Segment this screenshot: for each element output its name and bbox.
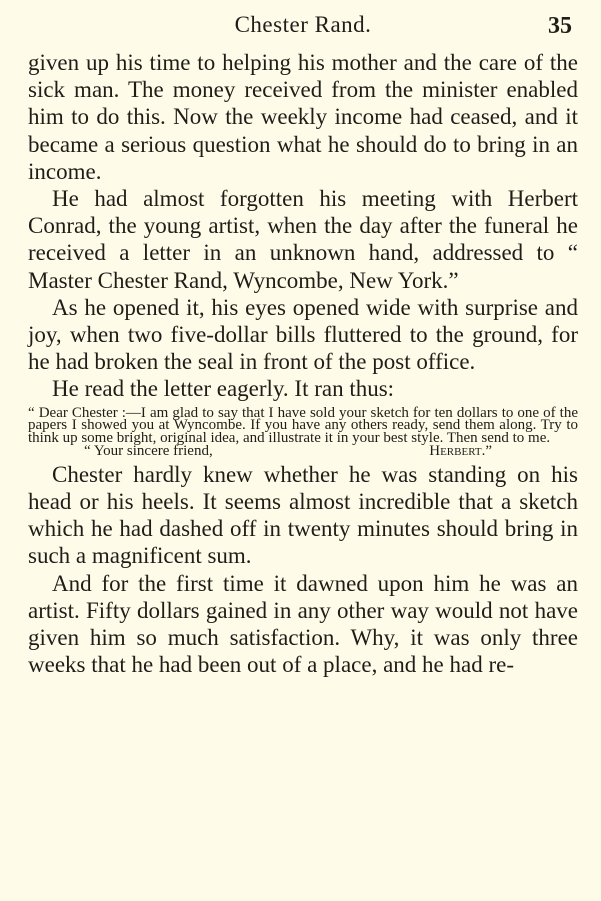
quoted-letter — [28, 404, 578, 460]
paragraph-letter-arrival: He had almost forgotten his meeting with Herbert Conrad, the young artist, when the day after the funeral he received a letter in an unknown hand, addressed to “ Master Chester Rand, Wyncombe, New York.” — [28, 186, 578, 293]
paragraph-chester-reaction: Chester hardly knew whether he was standing on his head or his heels. It seems almost incredible that a sketch which he had dashed off in twenty minutes should bring in such a magnificent sum. — [28, 461, 578, 569]
letter-closing: “ Your sincere friend, — [84, 443, 213, 460]
paragraph-read-letter: He read the letter eagerly. It ran thus: — [52, 376, 395, 402]
letter-body: “ Dear Chester :—I am glad to say that I have sold your sketch for ten dollars to one of the papers I showed you at Wyncombe. If you have any others ready, send them along. Try to think up some bright, original idea, and illustrate it in your best style. Then send to me. — [28, 404, 578, 447]
page-number: 35 — [548, 13, 572, 39]
page-body — [28, 49, 578, 678]
book-page — [28, 0, 578, 901]
running-head: Chester Rand. — [234, 12, 372, 37]
letter-signature-line — [28, 445, 578, 458]
letter-signature: Herbert.” — [429, 443, 492, 460]
paragraph-continuation: given up his time to helping his mother and the care of the sick man. The money received from the minister enabled him to do this. Now the weekly income had ceased, and it became a serious question what he should do to bring in an income. — [28, 50, 578, 184]
paragraph-artist-realization: And for the first time it dawned upon him he was an artist. Fifty dollars gained in any other way would not have given him so much satisfaction. Why, it was only three weeks that he had been out of a place, and he had re- — [28, 570, 578, 678]
page-header — [28, 10, 578, 42]
paragraph-opening-letter: As he opened it, his eyes opened wide with surprise and joy, when two five-dollar bills fluttered to the ground, for he had broken the seal in front of the post office. — [28, 294, 578, 375]
